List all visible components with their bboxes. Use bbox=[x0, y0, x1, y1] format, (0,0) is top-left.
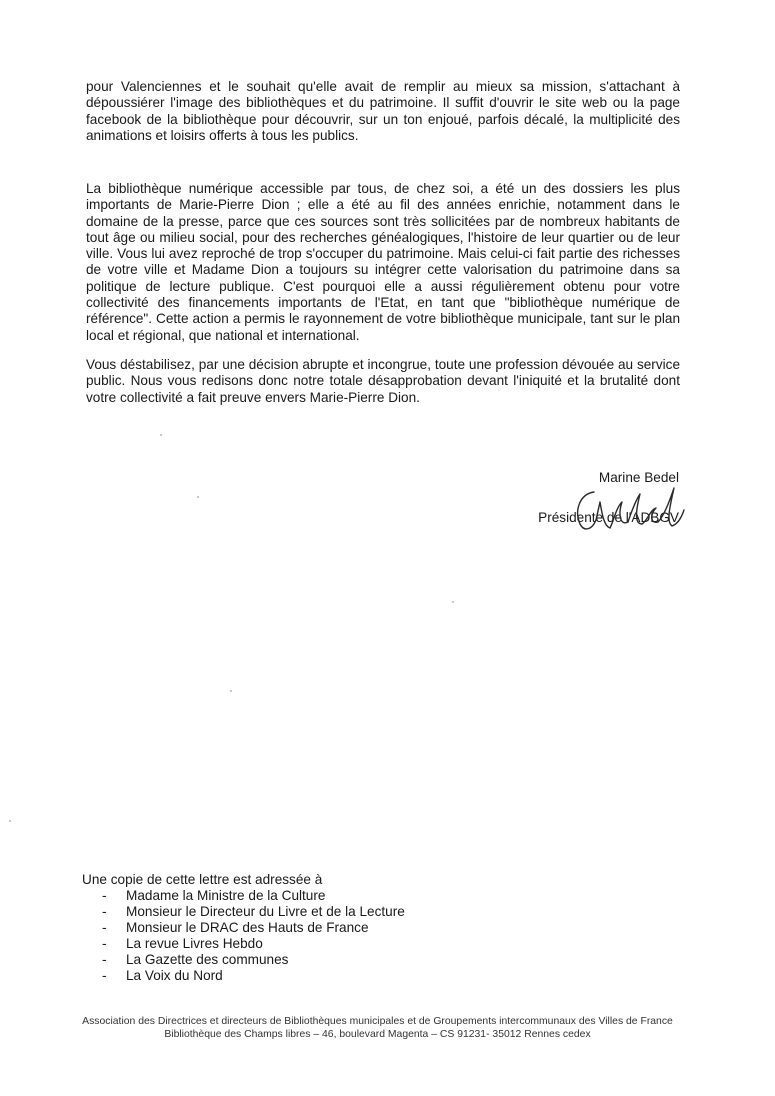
recipient: Madame la Ministre de la Culture bbox=[126, 888, 326, 903]
footer-line-2: Bibliothèque des Champs libres – 46, boulevard Magenta – CS 91231- 35012 Rennes cedex bbox=[164, 1029, 591, 1040]
copies-list bbox=[82, 872, 405, 984]
list-item bbox=[102, 888, 405, 904]
copies-intro: Une copie de cette lettre est adressée à bbox=[82, 872, 323, 887]
list-dash: - bbox=[102, 888, 107, 903]
list-dash: - bbox=[102, 936, 107, 951]
scan-speck bbox=[230, 690, 232, 692]
signatory-name: Marine Bedel bbox=[598, 470, 679, 485]
list-dash: - bbox=[102, 920, 107, 935]
footer-line-1: Association des Directrices et directeurs de Bibliothèques municipales et de Groupements intercommunaux des Villes de France bbox=[82, 1016, 673, 1027]
list-item bbox=[102, 952, 405, 968]
list-item bbox=[102, 904, 405, 920]
list-dash: - bbox=[102, 968, 107, 983]
letterhead-footer bbox=[0, 1015, 755, 1041]
recipient: Monsieur le Directeur du Livre et de la Lecture bbox=[126, 904, 405, 919]
list-dash: - bbox=[102, 952, 107, 967]
recipient: La Voix du Nord bbox=[126, 968, 223, 983]
list-item bbox=[102, 920, 405, 936]
list-dash: - bbox=[102, 904, 107, 919]
scan-speck bbox=[160, 434, 162, 436]
scan-speck bbox=[452, 601, 454, 603]
handwritten-signature bbox=[566, 480, 686, 538]
recipient: Monsieur le DRAC des Hauts de France bbox=[126, 920, 369, 935]
scan-speck bbox=[9, 820, 11, 822]
list-item bbox=[102, 968, 405, 984]
recipient: La Gazette des communes bbox=[126, 952, 289, 967]
recipient: La revue Livres Hebdo bbox=[126, 936, 263, 951]
list-item bbox=[102, 936, 405, 952]
paragraph-2: La bibliothèque numérique accessible par tous, de chez soi, a été un des dossiers les plus importants de Marie-Pierre Dion ; elle a été au fil des années enrichie, notamment dans le domaine de la presse, parce que ces sources sont très sollicitées par de nombreux habitants de tout âge ou milieu social, pour des recherches généalogiques, l'histoire de leur quartier ou de leur ville. Vous lui avez reproché de trop s'occuper du patrimoine. Mais celui-ci fait partie des richesses de votre ville et Madame Dion a toujours su intégrer cette valorisation du patrimoine dans sa politique de lecture publique. C'est pourquoi elle a aussi régulièrement obtenu pour votre collectivité des financements importants de l'Etat, en tant que "bibliothèque numérique de référence". Cette action a permis le rayonnement de votre bibliothèque municipale, tant sur le plan local et régional, que national et international. bbox=[86, 181, 680, 343]
paragraph-3: Vous déstabilisez, par une décision abrupte et incongrue, toute une profession dévouée au service public. Nous vous redisons donc notre totale désapprobation devant l'iniquité et la brutalité dont votre collectivité a fait preuve envers Marie-Pierre Dion. bbox=[86, 357, 680, 405]
recipients-list bbox=[82, 888, 405, 984]
signatory-title: Présidente de l'ADBGV bbox=[538, 510, 679, 526]
paragraph-1: pour Valenciennes et le souhait qu'elle avait de remplir au mieux sa mission, s'attachant à dépoussiérer l'image des bibliothèques et du patrimoine. Il suffit d'ouvrir le site web ou la page facebook de la bibliothèque pour découvrir, sur un ton enjoué, parfois décalé, la multiplicité des animations et loisirs offerts à tous les publics. bbox=[86, 79, 680, 143]
scan-speck bbox=[197, 496, 199, 498]
